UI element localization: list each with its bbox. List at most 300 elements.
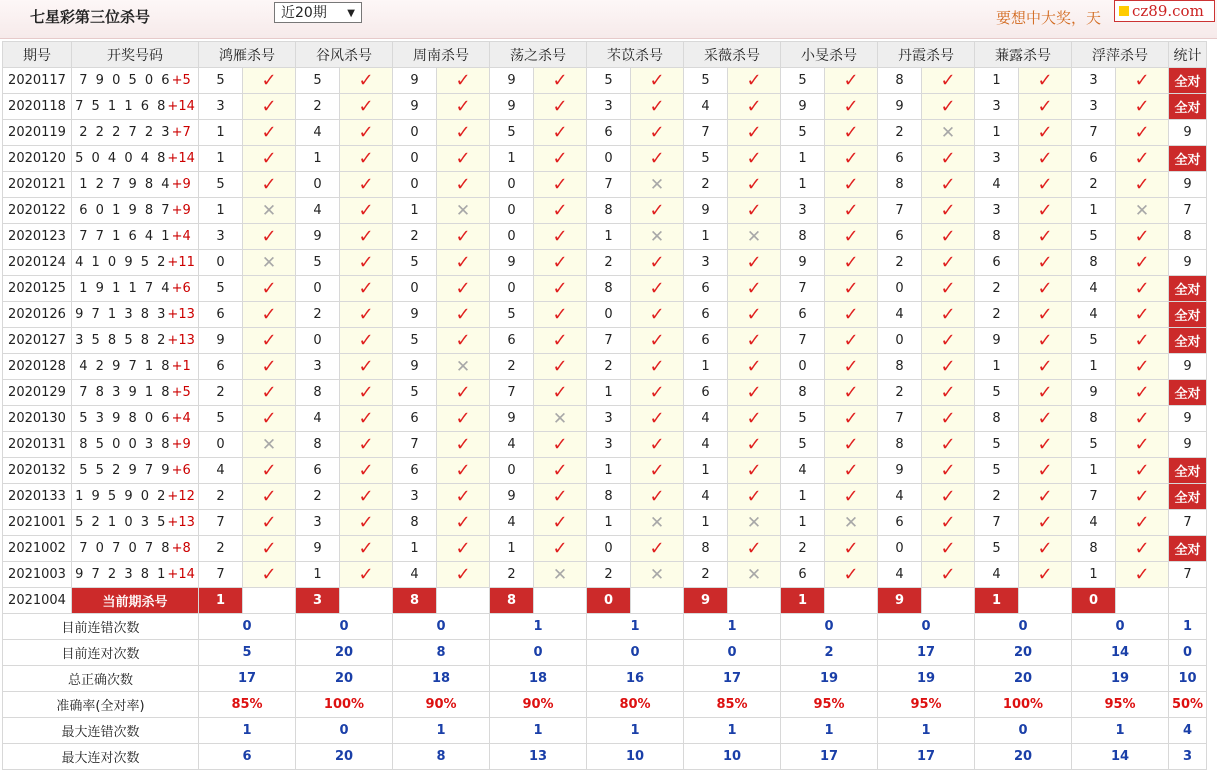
all-correct-badge: 全对 — [1169, 458, 1207, 484]
check-icon: ✓ — [1134, 95, 1150, 117]
check-icon: ✓ — [940, 511, 956, 533]
check-icon — [922, 328, 975, 354]
kill-number-cell: 3 — [975, 94, 1019, 120]
summary-value: 1 — [684, 718, 781, 744]
summary-value: 1 — [393, 718, 490, 744]
check-icon: ✓ — [552, 511, 568, 533]
kill-number-cell: 8 — [878, 432, 922, 458]
draw-cell — [72, 562, 199, 588]
check-icon: ✓ — [455, 329, 471, 351]
kill-number-cell: 5 — [1072, 432, 1116, 458]
summary-value: 1 — [684, 614, 781, 640]
period-range-value: 近20期 — [281, 5, 327, 21]
check-icon: ✓ — [1037, 537, 1053, 559]
check-icon: ✓ — [261, 459, 277, 481]
check-icon: ✓ — [746, 485, 762, 507]
kill-number-cell: 9 — [490, 94, 534, 120]
check-icon — [922, 484, 975, 510]
check-icon — [340, 250, 393, 276]
check-icon — [1116, 224, 1169, 250]
kill-number-cell: 6 — [296, 458, 340, 484]
check-icon — [922, 510, 975, 536]
kill-number-cell: 2 — [296, 302, 340, 328]
kill-number-cell: 6 — [684, 380, 728, 406]
kill-number-cell: 5 — [393, 250, 437, 276]
check-icon — [1116, 94, 1169, 120]
check-icon — [1116, 68, 1169, 94]
check-icon: ✓ — [1037, 251, 1053, 273]
check-icon: ✓ — [649, 433, 665, 455]
summary-value: 95% — [878, 692, 975, 718]
cross-icon: ✕ — [1134, 200, 1150, 221]
check-icon — [1019, 302, 1072, 328]
check-icon: ✓ — [649, 355, 665, 377]
period-cell: 2020133 — [3, 484, 72, 510]
table-row — [3, 68, 1207, 94]
all-correct-badge: 全对 — [1169, 536, 1207, 562]
kill-number-cell: 2 — [878, 380, 922, 406]
cross-icon: ✕ — [746, 564, 762, 585]
draw-extra: +4 — [171, 411, 191, 426]
period-cell: 2020122 — [3, 198, 72, 224]
check-icon — [340, 146, 393, 172]
summary-value: 0 — [878, 614, 975, 640]
check-icon: ✓ — [261, 537, 277, 559]
period-cell: 2020121 — [3, 172, 72, 198]
kill-number-cell: 0 — [878, 328, 922, 354]
kill-number-cell: 9 — [490, 68, 534, 94]
kill-number-cell: 8 — [975, 224, 1019, 250]
check-icon — [340, 432, 393, 458]
table-row — [3, 172, 1207, 198]
period-cell: 2020130 — [3, 406, 72, 432]
draw-extra: +7 — [171, 125, 191, 140]
stat-cell: 9 — [1169, 250, 1207, 276]
kill-number-cell: 7 — [781, 276, 825, 302]
check-icon — [631, 328, 684, 354]
kill-number-cell: 4 — [781, 458, 825, 484]
check-icon: ✓ — [746, 329, 762, 351]
check-icon — [437, 510, 490, 536]
check-icon: ✓ — [1037, 147, 1053, 169]
kill-number-cell: 2 — [490, 562, 534, 588]
check-icon: ✓ — [455, 511, 471, 533]
kill-number-cell: 5 — [781, 68, 825, 94]
current-kill-number: 0 — [587, 588, 631, 614]
check-icon — [922, 198, 975, 224]
summary-value: 20 — [296, 640, 393, 666]
draw-cell — [72, 432, 199, 458]
check-icon: ✓ — [1134, 537, 1150, 559]
stat-cell: 8 — [1169, 224, 1207, 250]
summary-value: 6 — [199, 744, 296, 770]
kill-number-cell: 4 — [199, 458, 243, 484]
table-row — [3, 146, 1207, 172]
check-icon: ✓ — [649, 121, 665, 143]
check-icon — [631, 432, 684, 458]
col-header-expert: 荡之杀号 — [490, 42, 587, 68]
check-icon — [534, 172, 587, 198]
kill-number-cell: 6 — [684, 302, 728, 328]
summary-value: 85% — [199, 692, 296, 718]
check-icon: ✓ — [746, 537, 762, 559]
check-icon: ✓ — [358, 121, 374, 143]
check-icon: ✓ — [455, 69, 471, 91]
kill-number-cell: 8 — [587, 276, 631, 302]
check-icon — [825, 146, 878, 172]
kill-number-cell: 5 — [296, 250, 340, 276]
summary-value: 16 — [587, 666, 684, 692]
check-icon — [922, 406, 975, 432]
check-icon — [340, 354, 393, 380]
check-icon — [437, 94, 490, 120]
check-icon: ✓ — [455, 459, 471, 481]
cross-icon — [631, 224, 684, 250]
draw-digits: 2 2 2 7 2 3 — [79, 125, 172, 140]
check-icon: ✓ — [649, 407, 665, 429]
kill-number-cell: 6 — [393, 458, 437, 484]
check-icon — [1116, 432, 1169, 458]
kill-number-cell: 5 — [781, 120, 825, 146]
kill-number-cell: 8 — [878, 68, 922, 94]
check-icon: ✓ — [358, 277, 374, 299]
table-row — [3, 120, 1207, 146]
kill-number-cell: 8 — [1072, 250, 1116, 276]
check-icon: ✓ — [940, 355, 956, 377]
kill-number-cell: 0 — [781, 354, 825, 380]
check-icon — [1116, 172, 1169, 198]
check-icon — [534, 536, 587, 562]
kill-number-cell: 8 — [1072, 536, 1116, 562]
summary-value: 20 — [975, 666, 1072, 692]
check-icon — [922, 276, 975, 302]
check-icon — [728, 302, 781, 328]
check-icon — [437, 406, 490, 432]
check-icon: ✓ — [261, 69, 277, 91]
kill-number-cell: 4 — [684, 432, 728, 458]
check-icon: ✓ — [261, 563, 277, 585]
kill-number-cell: 1 — [296, 146, 340, 172]
check-icon — [243, 354, 296, 380]
check-icon — [1019, 172, 1072, 198]
kill-number-cell: 8 — [1072, 406, 1116, 432]
kill-number-cell: 5 — [199, 406, 243, 432]
check-icon: ✓ — [940, 303, 956, 325]
draw-digits: 6 0 1 9 8 7 — [79, 203, 172, 218]
kill-number-cell: 5 — [1072, 224, 1116, 250]
table-row — [3, 94, 1207, 120]
check-icon: ✓ — [649, 303, 665, 325]
kill-number-cell: 1 — [975, 354, 1019, 380]
draw-digits: 5 3 9 8 0 6 — [79, 411, 172, 426]
table-row — [3, 510, 1207, 536]
check-icon — [340, 562, 393, 588]
check-icon: ✓ — [552, 199, 568, 221]
kill-number-cell: 6 — [1072, 146, 1116, 172]
check-icon: ✓ — [455, 95, 471, 117]
draw-extra: +6 — [171, 281, 191, 296]
kill-number-cell: 4 — [1072, 510, 1116, 536]
kill-number-cell: 6 — [587, 120, 631, 146]
kill-number-cell: 3 — [1072, 68, 1116, 94]
kill-number-cell: 3 — [296, 510, 340, 536]
summary-row — [3, 744, 1207, 770]
check-icon — [1116, 510, 1169, 536]
draw-extra: +9 — [171, 203, 191, 218]
check-icon: ✓ — [1134, 459, 1150, 481]
check-icon: ✓ — [1134, 251, 1150, 273]
kill-number-cell: 4 — [1072, 276, 1116, 302]
check-icon: ✓ — [649, 537, 665, 559]
cross-icon — [437, 354, 490, 380]
check-icon: ✓ — [358, 407, 374, 429]
check-icon — [1019, 224, 1072, 250]
col-header-draw: 开奖号码 — [72, 42, 199, 68]
check-icon: ✓ — [455, 225, 471, 247]
kill-number-cell: 2 — [587, 250, 631, 276]
draw-extra: +14 — [167, 151, 195, 166]
check-icon: ✓ — [1134, 485, 1150, 507]
kill-number-cell: 2 — [199, 536, 243, 562]
site-logo[interactable] — [1114, 0, 1215, 22]
all-correct-badge: 全对 — [1169, 302, 1207, 328]
draw-cell — [72, 276, 199, 302]
kill-number-cell: 5 — [296, 68, 340, 94]
kill-number-cell: 1 — [199, 120, 243, 146]
kill-number-cell: 3 — [393, 484, 437, 510]
kill-number-cell: 3 — [781, 198, 825, 224]
kill-number-cell: 6 — [878, 510, 922, 536]
table-row — [3, 432, 1207, 458]
check-icon — [825, 354, 878, 380]
period-cell: 2020117 — [3, 68, 72, 94]
check-icon: ✓ — [261, 407, 277, 429]
draw-digits: 7 9 0 5 0 6 — [79, 73, 172, 88]
check-icon: ✓ — [746, 147, 762, 169]
period-cell: 2021003 — [3, 562, 72, 588]
check-icon — [825, 536, 878, 562]
period-range-select[interactable] — [274, 2, 362, 23]
check-icon — [825, 94, 878, 120]
kill-number-cell: 9 — [490, 406, 534, 432]
check-icon — [1019, 68, 1072, 94]
summary-value: 1 — [781, 718, 878, 744]
top-bar — [0, 0, 1217, 39]
kill-number-cell: 0 — [587, 146, 631, 172]
kill-number-cell: 8 — [587, 484, 631, 510]
check-icon — [922, 94, 975, 120]
check-icon — [825, 172, 878, 198]
marquee-text: 要想中大奖，天 — [996, 9, 1102, 27]
cross-icon: ✕ — [261, 434, 277, 455]
kill-number-cell: 6 — [684, 328, 728, 354]
check-icon — [631, 406, 684, 432]
kill-number-cell: 0 — [587, 536, 631, 562]
check-icon — [243, 406, 296, 432]
kill-number-cell: 0 — [393, 120, 437, 146]
kill-number-cell: 9 — [296, 224, 340, 250]
check-icon: ✓ — [649, 485, 665, 507]
check-icon: ✓ — [843, 563, 859, 585]
check-icon — [340, 458, 393, 484]
kill-number-cell: 6 — [781, 562, 825, 588]
kill-number-cell: 0 — [490, 276, 534, 302]
cross-icon — [243, 432, 296, 458]
stat-cell: 7 — [1169, 510, 1207, 536]
kill-number-cell: 6 — [393, 406, 437, 432]
check-icon: ✓ — [746, 277, 762, 299]
check-icon: ✓ — [358, 329, 374, 351]
check-icon — [437, 562, 490, 588]
summary-value: 95% — [781, 692, 878, 718]
kill-number-cell: 0 — [587, 302, 631, 328]
check-icon: ✓ — [746, 303, 762, 325]
check-icon: ✓ — [649, 199, 665, 221]
check-icon: ✓ — [358, 433, 374, 455]
kill-number-cell: 0 — [878, 276, 922, 302]
check-icon: ✓ — [649, 95, 665, 117]
check-icon — [1019, 94, 1072, 120]
draw-cell — [72, 354, 199, 380]
check-icon: ✓ — [455, 433, 471, 455]
kill-number-cell: 0 — [490, 224, 534, 250]
draw-extra: +13 — [167, 307, 195, 322]
check-icon — [340, 380, 393, 406]
kill-number-cell: 9 — [296, 536, 340, 562]
check-icon — [825, 250, 878, 276]
check-icon: ✓ — [261, 511, 277, 533]
kill-number-cell: 9 — [393, 302, 437, 328]
period-cell: 2020118 — [3, 94, 72, 120]
kill-number-cell: 4 — [975, 172, 1019, 198]
check-icon — [534, 484, 587, 510]
draw-digits: 1 2 7 9 8 4 — [79, 177, 172, 192]
table-row — [3, 224, 1207, 250]
draw-digits: 9 7 2 3 8 1 — [75, 567, 168, 582]
check-icon — [243, 458, 296, 484]
kill-number-cell: 1 — [781, 146, 825, 172]
current-kill-number: 3 — [296, 588, 340, 614]
check-icon: ✓ — [1134, 173, 1150, 195]
kill-number-cell: 8 — [296, 432, 340, 458]
summary-value: 19 — [878, 666, 975, 692]
draw-cell — [72, 146, 199, 172]
check-icon: ✓ — [1037, 329, 1053, 351]
kill-number-cell: 1 — [199, 146, 243, 172]
summary-value: 1 — [490, 718, 587, 744]
table-row — [3, 354, 1207, 380]
check-icon — [1019, 484, 1072, 510]
draw-cell — [72, 172, 199, 198]
check-icon: ✓ — [843, 329, 859, 351]
empty-cell — [728, 588, 781, 614]
all-correct-badge: 全对 — [1169, 68, 1207, 94]
table-row — [3, 328, 1207, 354]
check-icon: ✓ — [455, 303, 471, 325]
check-icon — [437, 328, 490, 354]
kill-number-cell: 4 — [878, 484, 922, 510]
check-icon: ✓ — [261, 381, 277, 403]
check-icon — [1019, 354, 1072, 380]
check-icon — [437, 458, 490, 484]
check-icon: ✓ — [358, 251, 374, 273]
check-icon: ✓ — [746, 433, 762, 455]
check-icon — [728, 250, 781, 276]
check-icon — [243, 276, 296, 302]
check-icon: ✓ — [261, 173, 277, 195]
kill-number-cell: 2 — [490, 354, 534, 380]
summary-row — [3, 614, 1207, 640]
kill-number-cell: 5 — [587, 68, 631, 94]
summary-stat: 1 — [1169, 614, 1207, 640]
empty-cell — [534, 588, 587, 614]
check-icon: ✓ — [358, 303, 374, 325]
check-icon — [631, 120, 684, 146]
summary-value: 0 — [490, 640, 587, 666]
summary-value: 17 — [878, 744, 975, 770]
check-icon — [340, 224, 393, 250]
kill-number-cell: 9 — [975, 328, 1019, 354]
check-icon — [631, 94, 684, 120]
kill-number-cell: 4 — [1072, 302, 1116, 328]
draw-cell — [72, 484, 199, 510]
kill-number-cell: 5 — [393, 328, 437, 354]
check-icon — [340, 302, 393, 328]
check-icon — [825, 406, 878, 432]
check-icon — [340, 68, 393, 94]
kill-number-cell: 5 — [684, 146, 728, 172]
check-icon — [1116, 458, 1169, 484]
check-icon — [437, 146, 490, 172]
summary-value: 19 — [781, 666, 878, 692]
check-icon: ✓ — [552, 433, 568, 455]
kill-number-cell: 0 — [393, 146, 437, 172]
check-icon: ✓ — [1037, 407, 1053, 429]
check-icon: ✓ — [358, 225, 374, 247]
kill-number-cell: 1 — [684, 224, 728, 250]
check-icon: ✓ — [843, 433, 859, 455]
check-icon: ✓ — [1134, 121, 1150, 143]
check-icon — [1116, 328, 1169, 354]
check-icon — [728, 328, 781, 354]
check-icon — [1019, 536, 1072, 562]
kill-number-cell: 1 — [781, 510, 825, 536]
check-icon — [728, 458, 781, 484]
check-icon — [922, 302, 975, 328]
check-icon: ✓ — [649, 277, 665, 299]
kill-number-cell: 2 — [587, 562, 631, 588]
check-icon: ✓ — [1037, 485, 1053, 507]
check-icon — [340, 276, 393, 302]
all-correct-badge: 全对 — [1169, 276, 1207, 302]
kill-number-cell: 2 — [587, 354, 631, 380]
check-icon: ✓ — [746, 251, 762, 273]
check-icon — [922, 380, 975, 406]
kill-number-cell: 4 — [490, 432, 534, 458]
kill-number-cell: 5 — [199, 172, 243, 198]
check-icon: ✓ — [746, 69, 762, 91]
kill-number-cell: 5 — [975, 432, 1019, 458]
check-icon: ✓ — [261, 225, 277, 247]
draw-digits: 3 5 8 5 8 2 — [75, 333, 168, 348]
check-icon — [728, 94, 781, 120]
summary-value: 5 — [199, 640, 296, 666]
draw-digits: 7 8 3 9 1 8 — [79, 385, 172, 400]
kill-number-cell: 1 — [587, 224, 631, 250]
cross-icon: ✕ — [746, 226, 762, 247]
kill-number-cell: 2 — [975, 302, 1019, 328]
all-correct-badge: 全对 — [1169, 380, 1207, 406]
